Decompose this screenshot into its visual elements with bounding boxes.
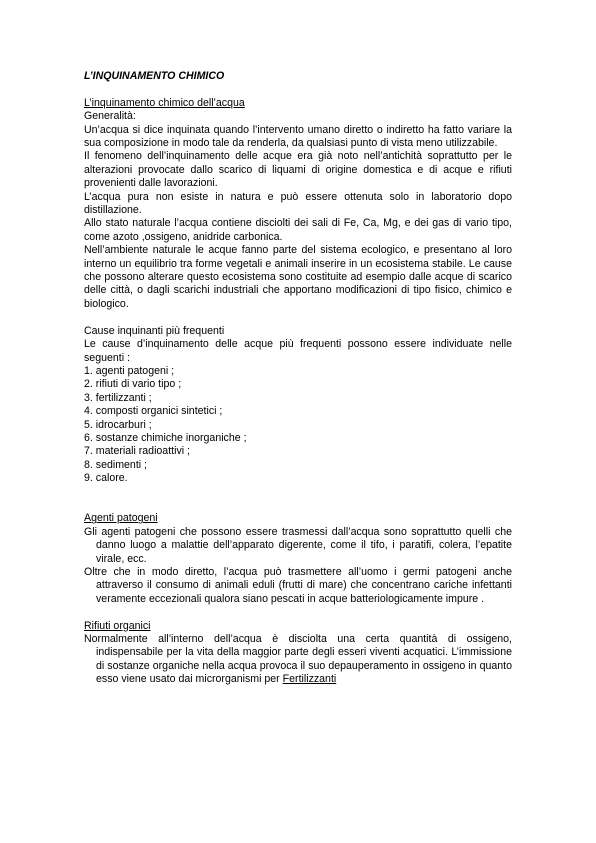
section-subheading-general: Generalità: <box>84 110 136 123</box>
paragraph: Oltre che in modo diretto, l’acqua può trasmettere all’uomo i germi patogeni anche attraverso il consumo di animali eduli (frutti di mare) che concentrano cariche infettanti veramente eccezionali qualora siano pescati in acque batteriologicamente impure . <box>84 565 512 605</box>
document-title: L’INQUINAMENTO CHIMICO <box>84 70 225 82</box>
section-heading-water-pollution: L’inquinamento chimico dell’acqua <box>84 96 245 109</box>
section-heading-organic-waste: Rifiuti organici <box>84 619 151 632</box>
list-item: 5. idrocarburi ; <box>84 418 152 431</box>
paragraph: Un’acqua si dice inquinata quando l’intervento umano diretto o indiretto ha fatto variare la sua composizione in modo tale da renderla, da qualsiasi punto di vista meno utilizzabile. <box>84 123 512 150</box>
fertilizzanti-link[interactable]: Fertilizzanti <box>282 673 337 686</box>
list-item: 6. sostanze chimiche inorganiche ; <box>84 431 247 444</box>
section-heading-pathogens: Agenti patogeni <box>84 512 158 525</box>
section-heading-frequent-causes: Cause inquinanti più frequenti <box>84 324 225 337</box>
paragraph-text: Normalmente all’interno dell’acqua è disciolta una certa quantità di ossigeno, indispensabile per la vita della maggior parte degli esseri viventi acquatici. L’immissione di sostanze organiche nella acqua provoca il suo depauperamento in ossigeno in quanto esso viene usato dai microrganismi per <box>84 633 512 686</box>
list-item: 1. agenti patogeni ; <box>84 364 175 377</box>
paragraph: Le cause d’inquinamento delle acque più frequenti possono essere individuate nelle seguenti : <box>84 338 512 364</box>
paragraph: Allo stato naturale l’acqua contiene disciolti dei sali di Fe, Ca, Mg, e dei gas di vario tipo, come azoto ,ossigeno, anidride carbonica. <box>84 217 512 243</box>
paragraph-with-link <box>84 633 512 687</box>
list-item: 3. fertilizzanti ; <box>84 391 152 404</box>
paragraph: Gli agenti patogeni che possono essere trasmessi dall’acqua sono soprattutto quelli che danno luogo a malattie dell’apparato digerente, come il tifo, i paratifi, colera, l’epatite virale, ecc. <box>84 525 512 565</box>
document-page <box>84 70 512 687</box>
list-item: 8. sedimenti ; <box>84 458 148 471</box>
list-item: 9. calore. <box>84 472 128 485</box>
paragraph: L’acqua pura non esiste in natura e può essere ottenuta solo in laboratorio dopo distillazione. <box>84 190 512 217</box>
list-item: 7. materiali radioattivi ; <box>84 445 190 458</box>
paragraph: Il fenomeno dell’inquinamento delle acque era già noto nell’antichità soprattutto per le alterazioni provocate dallo scarico di liquami di origine domestica e di acque e rifiuti provenienti dalle lavorazioni. <box>84 150 512 190</box>
list-item: 2. rifiuti di vario tipo ; <box>84 378 182 391</box>
list-item: 4. composti organici sintetici ; <box>84 405 223 418</box>
paragraph: Nell’ambiente naturale le acque fanno parte del sistema ecologico, e presentano al loro interno un equilibrio tra forme vegetali e animali inserire in un ecosistema stabile. Le cause che possono alterare questo ecosistema sono costituite ad esempio dalle acque di scarico delle città, o dagli scarichi industriali che apportano modificazioni di tipo fisico, chimico e biologico. <box>84 244 512 310</box>
causes-list <box>84 365 512 486</box>
